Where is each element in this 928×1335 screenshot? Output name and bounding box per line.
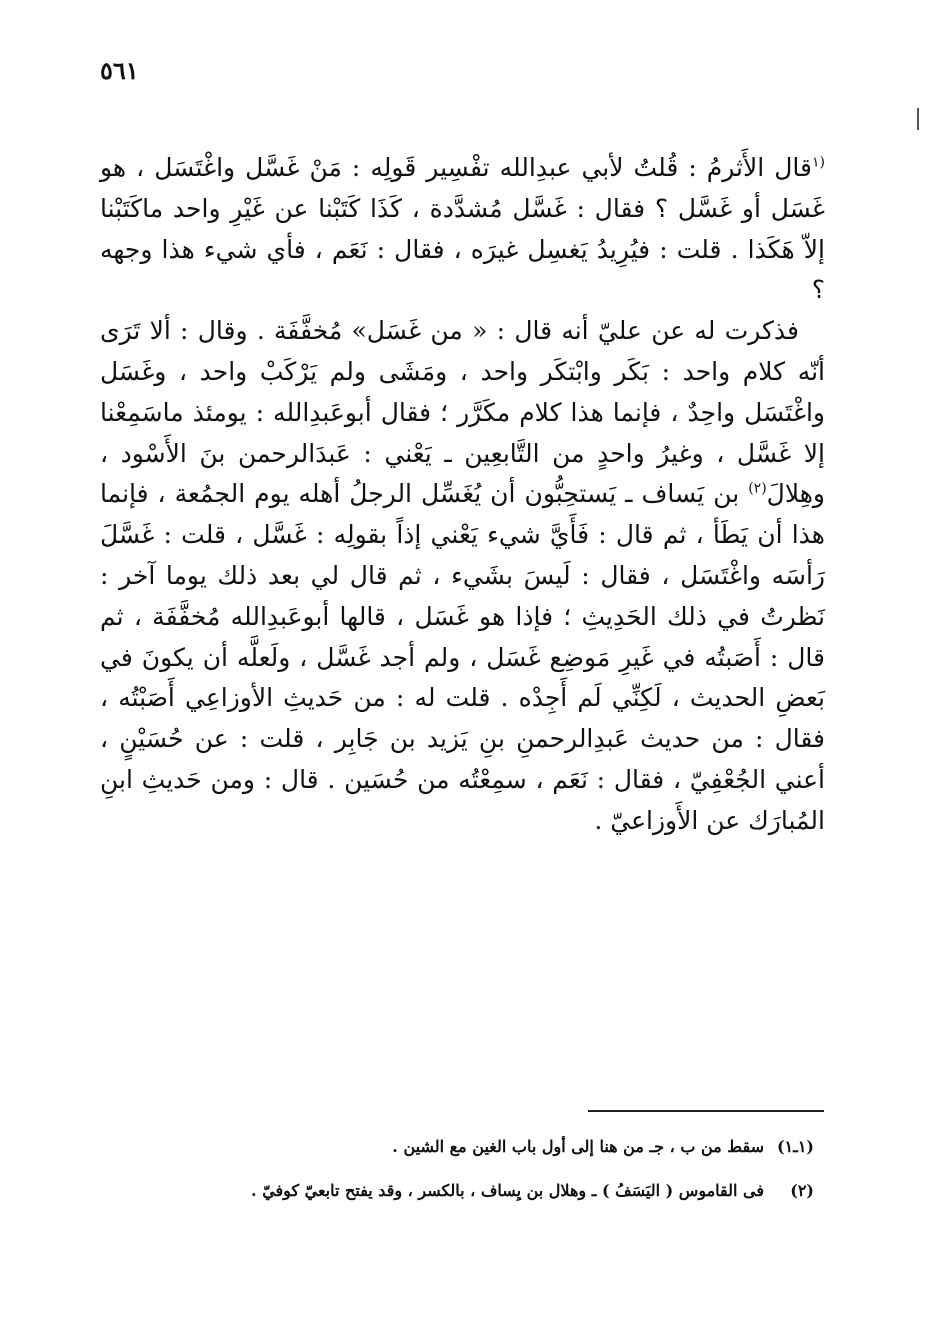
footnote-1 xyxy=(100,1132,814,1162)
paragraph-1 xyxy=(100,148,825,311)
margin-mark xyxy=(917,108,919,130)
page-number: ٥٦١ xyxy=(100,56,139,85)
paragraph-1-text: قال الأَثرمُ : قُلتُ لأبي عبدِالله تفْسِير قَولِه : مَنْ غَسَّل واغْتَسَل ، هو غَسَل أو غَسَّل ؟ فقال : غَسَّل مُشدَّدة ، كَذَا كَتَبْنا عن غَيْرِ واحد ماكَتَبْنا إلاّ هَكَذا . قلت : فيُرِيدُ يَغسِل غيرَه ، فقال : نَعَم ، فأي شيء هذا وجهه ؟ xyxy=(100,153,825,305)
footnotes xyxy=(100,1132,814,1220)
paragraph-2 xyxy=(100,311,825,841)
main-text xyxy=(100,148,825,842)
footnote-2 xyxy=(100,1176,814,1206)
footnote-2-text: فى القاموس ( اليَسَفُ ) ـ وهلال بن يِساف ، بالكسر ، وقد يفتح تابعيّ كوفيّ . xyxy=(251,1181,764,1200)
footnote-divider xyxy=(588,1110,824,1112)
paragraph-2-text-before: فذكرت له عن عليّ أنه قال : « من غَسَل» مُخفَّفَة . وقال : ألا تَرَى أنّه كلام واحد : بَكَر وابْتكَر واحد ، ومَشَى ولم يَرْكَبْ واحد ، وغَسَل واغْتَسَل واحِدٌ ، فإنما هذا كلام مكَرَّر ؛ فقال أبوعَبدِالله : يومئذ ماسَمِعْنا إلا غَسَّل ، وغيرُ واحدٍ من التَّابعِين ـ يَعْني : عَبدَالرحمن بنَ الأَسْود ، وهِلالَ xyxy=(100,316,825,509)
footnote-marker-1: (١ xyxy=(812,154,825,171)
paragraph-2-text-after: بن يَساف ـ يَستحِبُّون أن يُغَسِّل الرجلُ أهله يوم الجمُعة ، فإنما هذا أن يَطَأ ، ثم قال : فَأَيَّ شيء يَعْني إذاً بقولِه : غَسَّل ، قلت : غَسَّلَ رَأسَه واغْتَسَل ، فقال : لَيسَ بشَيء ، ثم قال لي بعد ذلك يوما آخر : نَظرتُ في ذلك الحَدِيثِ ؛ فإذا هو غَسَل ، قالها أبوعَبدِالله مُخفَّفَة ، ثم قال : أَصَبتُه في غَيرِ مَوضِع غَسَل ، ولم أجد غَسَّل ، ولَعلَّه أن يكونَ في بَعضِ الحديث ، لَكِنِّي لَم أَجِدْه . قلت له : من حَديثِ الأوزاعِي أَصَبْتُه ، فقال : من حديث عَبدِالرحمنِ بنِ يَزيد بن جَابِر ، قلت : عن حُسَيْنٍ ، أعني الجُعْفِيّ ، فقال : نَعَم ، سمِعْتُه من حُسَين . قال : ومن حَديثِ ابنِ المُبارَك عن الأَوزاعيّ . xyxy=(100,479,825,835)
footnote-marker-2: (٢) xyxy=(748,481,767,498)
footnote-2-number: (٢) xyxy=(790,1181,814,1200)
footnote-1-number: (١ـ١) xyxy=(776,1137,814,1156)
footnote-1-text: سقط من ب ، جـ من هنا إلى أول باب الغين مع الشين . xyxy=(392,1137,764,1156)
